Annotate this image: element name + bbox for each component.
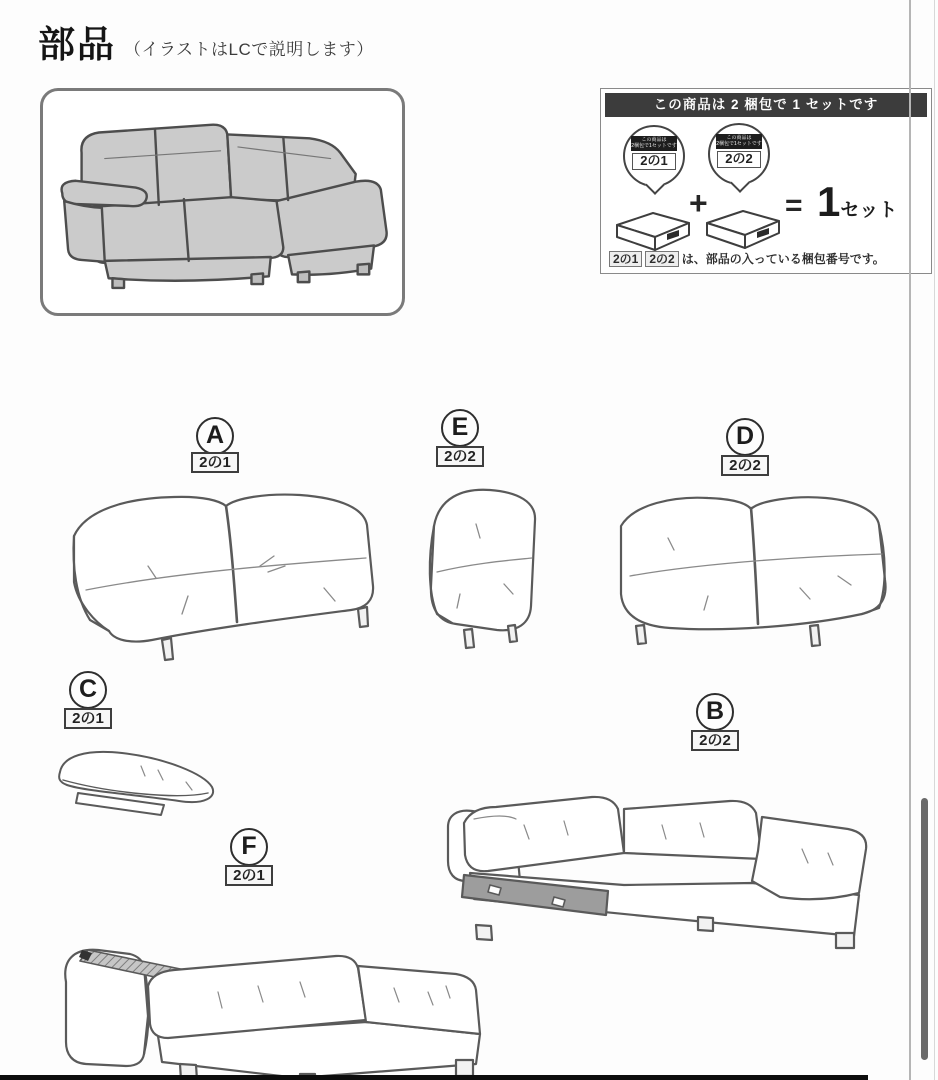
part-e-label: E <box>441 409 479 447</box>
package1-bubble-note: この商品は 2梱包で1セットです <box>631 137 677 150</box>
assembled-sofa-illustration <box>43 91 402 313</box>
bubble-tail-icon <box>730 173 750 193</box>
part-e-illustration <box>404 466 556 662</box>
result-unit: セット <box>840 200 898 222</box>
part-d-illustration <box>588 468 904 674</box>
footnote-package1-tag: 2の1 <box>609 251 642 267</box>
footnote-package2-tag: 2の2 <box>645 251 678 267</box>
bubble-tail-icon <box>645 175 665 195</box>
part-a-illustration <box>28 470 420 676</box>
bottom-black-bar <box>0 1075 868 1080</box>
part-c-label: C <box>69 671 107 709</box>
assembled-sofa-overview-box <box>40 88 405 316</box>
scrollbar-track-edge <box>934 0 935 1080</box>
part-d-package-tag: 2の2 <box>721 455 769 476</box>
part-a-label: A <box>196 417 234 455</box>
part-f-illustration <box>38 888 520 1080</box>
equals-sign: = <box>785 189 803 222</box>
package-footnote <box>609 250 885 267</box>
package-info-header: この商品は 2 梱包で 1 セットです <box>605 93 927 117</box>
footnote-text: は、部品の入っている梱包番号です。 <box>681 252 885 266</box>
vertical-scrollbar-thumb[interactable] <box>921 798 928 1060</box>
part-f-package-tag: 2の1 <box>225 865 273 886</box>
package-info-panel <box>600 88 932 274</box>
part-b-package-tag: 2の2 <box>691 730 739 751</box>
part-c-package-tag: 2の1 <box>64 708 112 729</box>
package2-bubble <box>708 123 770 185</box>
package2-box-icon <box>701 205 785 251</box>
package1-number: 2の1 <box>632 153 676 170</box>
part-d-label: D <box>726 418 764 456</box>
page-header <box>38 26 374 63</box>
part-b-label: B <box>696 693 734 731</box>
page-subtitle: （イラストはLCで説明します） <box>124 40 374 59</box>
page-title: 部品 <box>38 24 116 65</box>
package2-number: 2の2 <box>717 151 761 168</box>
part-c-illustration <box>46 736 238 826</box>
part-e-package-tag: 2の2 <box>436 446 484 467</box>
result-number: 1 <box>817 178 841 225</box>
package1-bubble <box>623 125 685 187</box>
result-set <box>817 178 898 225</box>
package1-box-icon <box>611 207 695 253</box>
page-edge-divider <box>909 0 911 1080</box>
plus-sign: + <box>689 185 708 221</box>
part-f-label: F <box>230 828 268 866</box>
part-a-package-tag: 2の1 <box>191 452 239 473</box>
package2-bubble-note: この商品は 2梱包で1セットです <box>716 135 762 148</box>
